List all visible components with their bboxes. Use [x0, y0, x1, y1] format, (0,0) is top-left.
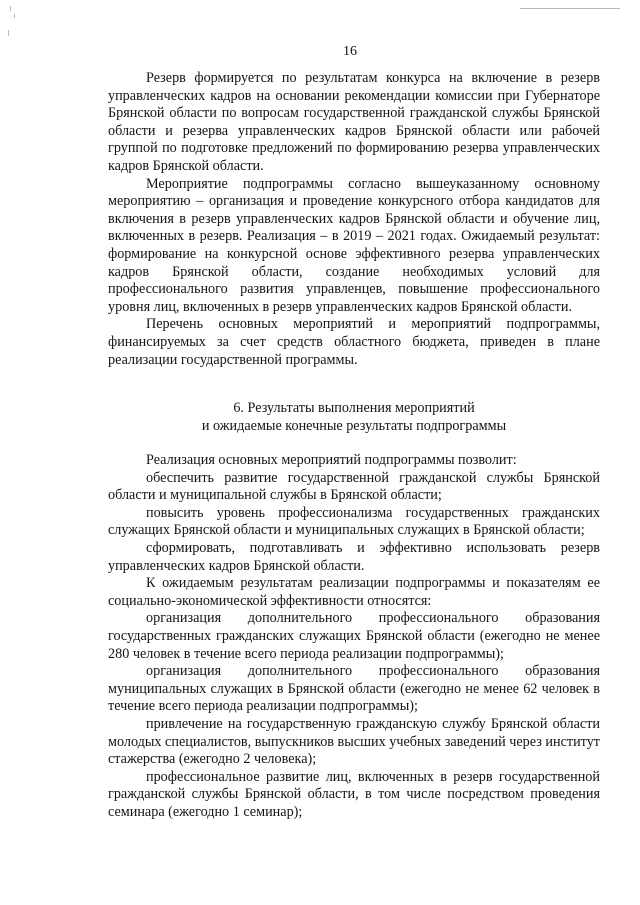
list-item: профессиональное развитие лиц, включенных в резерв государственной гражданской службы Брянской области, в том числе посредством проведения семинара (ежегодно 1 семинар);: [108, 768, 600, 820]
list-item: привлечение на государственную гражданскую службу Брянской области молодых специалистов, выпускников высших учебных заведений через институт стажерства (ежегодно 2 человека);: [108, 715, 600, 768]
paragraph-measures-list: Перечень основных мероприятий и мероприятий подпрограммы, финансируемых за счет средств областного бюджета, приведен в плане реализации государственной программы.: [108, 316, 600, 368]
paragraph-reserve-formation: Резерв формируется по результатам конкурса на включение в резерв управленческих кадров на основании рекомендации комиссии при Губернаторе Брянской области по вопросам государственной гражданской службы Брянской области и резерва управленческих кадров Брянской области или рабочей группой по подготовке предложений по формированию резерва управленческих кадров Брянской области.: [108, 70, 600, 174]
section-heading: [108, 400, 600, 435]
section-heading-line-2: и ожидаемые конечные результаты подпрограммы: [201, 417, 507, 434]
page-number: 16: [343, 44, 357, 59]
body-text-bottom: [108, 452, 600, 821]
scan-artifact: [8, 30, 9, 36]
list-item: повысить уровень профессионализма государственных гражданских служащих Брянской области и муниципальных служащих в Брянской области;: [108, 504, 600, 539]
list-item: организация дополнительного профессионального образования муниципальных служащих в Брянской области (ежегодно не менее 62 человек в течение всего периода реализации подпрограммы);: [108, 663, 600, 715]
scan-artifact: [10, 6, 11, 11]
body-text-top: [108, 70, 600, 369]
scan-artifact: [520, 8, 620, 9]
section-heading-line-1: 6. Результаты выполнения мероприятий: [233, 400, 475, 416]
list-item: обеспечить развитие государственной гражданской службы Брянской области и муниципальной службы в Брянской области;: [108, 469, 600, 504]
list-item: сформировать, подготавливать и эффективно использовать резерв управленческих кадров Брянской области.: [108, 539, 600, 574]
paragraph-expected-results-intro: К ожидаемым результатам реализации подпрограммы и показателям ее социально-экономической эффективности относятся:: [108, 575, 600, 609]
scan-artifact: [14, 14, 15, 18]
list-item: организация дополнительного профессионального образования государственных гражданских служащих Брянской области (ежегодно не менее 280 человек в течение всего периода реализации подпрограммы);: [108, 610, 600, 662]
paragraph-subprogram-measure: Мероприятие подпрограммы согласно вышеуказанному основному мероприятию – организация и проведение конкурсного отбора кандидатов для включения в резерв управленческих кадров Брянской области и обучение лиц, включенных в резерв. Реализация – в 2019 – 2021 годах. Ожидаемый результат: формирование на конкурсной основе эффективного резерва управленческих кадров Брянской области, создание необходимых условий для профессионального развития управленцев, повышение профессионального уровня лиц, включенных в резерв управленческих кадров Брянской области.: [108, 175, 600, 315]
paragraph-implementation-intro: Реализация основных мероприятий подпрограммы позволит:: [146, 452, 517, 468]
